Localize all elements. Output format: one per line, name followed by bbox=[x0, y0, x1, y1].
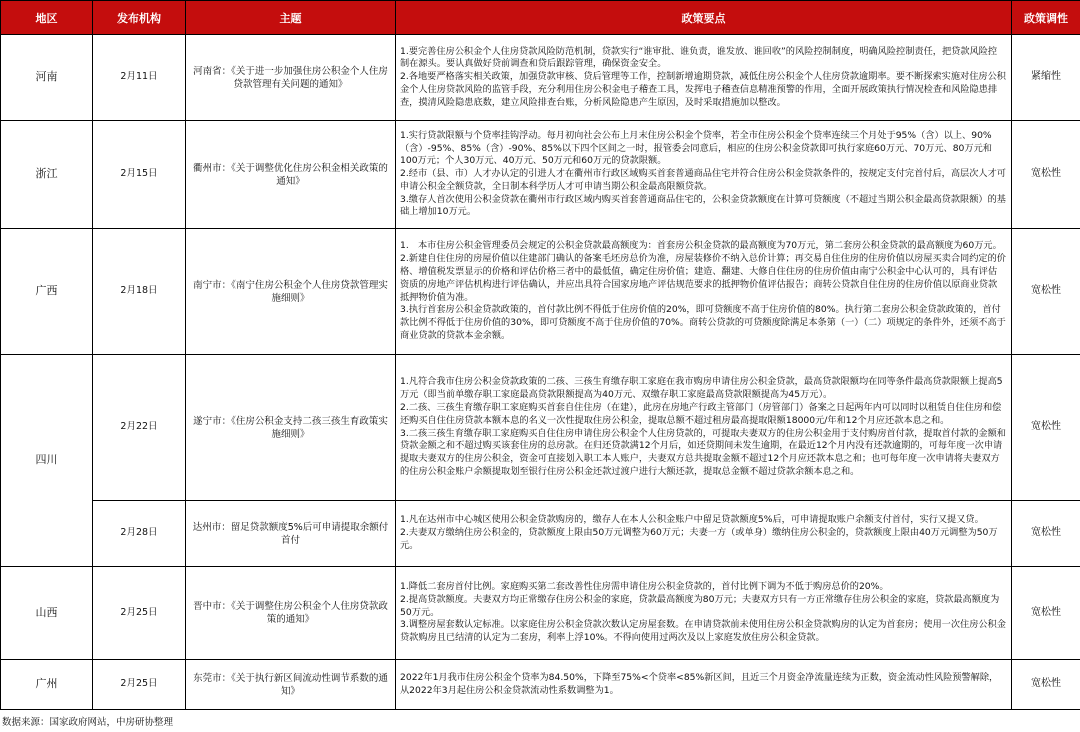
policy-point: 3.调整房屋套数认定标准。以家庭住房公积金贷款次数认定房屋套数。在申请贷款前未使用住房公积金贷款购房的认定为首套房；使用一次住房公积金贷款购房且已结清的认定为二套房，利率上浮10%。不得向使用过两次及以上家庭发放住房公积金贷款。 bbox=[400, 619, 1006, 644]
region-cell: 浙江 bbox=[1, 121, 93, 229]
table-row bbox=[1, 660, 1080, 710]
region-cell: 四川 bbox=[1, 355, 93, 567]
policy-point: 1.凡符合我市住房公积金贷款政策的二孩、三孩生育缴存职工家庭在我市购房申请住房公积金贷款，最高贷款限额均在同等条件最高贷款限额上提高5万元（即当前单缴存职工家庭最高贷款限额提高为40万元、双缴存职工家庭最高贷款限额提高为45万元）。 bbox=[400, 376, 1003, 401]
policy-point: 3.执行首套房公积金贷款政策的，首付款比例不得低于住房价值的20%，即可贷额度不高于住房价值的80%。执行第二套房公积金贷款政策的，首付款比例不得低于住房价值的30%，即可贷额度不高于住房价值的70%。商转公贷款的可贷额度除满足本条第（一）（二）项规定的条件外，还须不高于商业贷款的贷款本金余额。 bbox=[400, 304, 1006, 341]
policy-point: 2.各地要严格落实相关政策，加强贷款审核、贷后管理等工作，控制新增逾期贷款，减低住房公积金个人住房贷款逾期率。要不断探索实施对住房公积金个人住房贷款风险的监管手段，充分利用住房公积金电子稽查工具，发挥电子稽查信息精准预警的作用，全面开展政策执行情况检查和风险隐患排查，摸清风险隐患底数，建立风险排查台账，分析风险隐患产生原因，及时采取措施加以整改。 bbox=[400, 71, 1006, 108]
policy-point: 2022年1月我市住房公积金个贷率为84.50%，下降至75%<个贷率<85%新区间，且近三个月资金净流量连续为正数，资金流动性风险预警解除，从2022年3月起住房公积金贷款流动性系数调整为1。 bbox=[400, 671, 999, 696]
topic-cell: 南宁市：《南宁住房公积金个人住房贷款管理实施细则》 bbox=[186, 229, 396, 355]
policy-point: 1. 本市住房公积金管理委员会规定的公积金贷款最高额度为：首套房公积金贷款的最高额度为70万元，第二套房公积金贷款的最高额度为60万元。 bbox=[400, 240, 1002, 252]
data-source-note: 数据来源：国家政府网站，中房研协整理 bbox=[2, 717, 174, 728]
date-cell: 2月15日 bbox=[93, 121, 186, 229]
date-cell: 2月11日 bbox=[93, 35, 186, 121]
points-cell bbox=[396, 121, 1012, 229]
table-row bbox=[1, 567, 1080, 660]
policy-point: 1.实行贷款限额与个贷率挂钩浮动。每月初向社会公布上月末住房公积金个贷率，若全市住房公积金个贷率连续三个月处于95%（含）以上、90%（含）-95%、85%（含）-90%、85%以下四个区间之一时，报管委会同意后，相应的住房公积金贷款即可执行家庭60万元、70万元、80万元和100万元；个人30万元、40万元、50万元和60万元的贷款限额。 bbox=[400, 129, 992, 167]
table-row bbox=[1, 121, 1080, 229]
table-row bbox=[1, 229, 1080, 355]
policy-point: 2.提高贷款额度。夫妻双方均正常缴存住房公积金的家庭，贷款最高额度为80万元；夫妻双方只有一方正常缴存住房公积金的家庭，贷款最高额度为50万元。 bbox=[400, 593, 1000, 618]
tone-cell: 宽松性 bbox=[1012, 567, 1080, 660]
region-cell: 广西 bbox=[1, 229, 93, 355]
tone-cell: 宽松性 bbox=[1012, 355, 1080, 501]
topic-cell: 达州市：留足贷款额度5%后可申请提取余额付首付 bbox=[186, 501, 396, 567]
tone-cell: 宽松性 bbox=[1012, 121, 1080, 229]
table-row bbox=[1, 355, 1080, 501]
table-header-row bbox=[1, 1, 1080, 35]
region-cell: 河南 bbox=[1, 35, 93, 121]
region-cell: 山西 bbox=[1, 567, 93, 660]
points-cell bbox=[396, 567, 1012, 660]
header-agency: 发布机构 bbox=[93, 1, 186, 35]
header-region: 地区 bbox=[1, 1, 93, 35]
date-cell: 2月28日 bbox=[93, 501, 186, 567]
tone-cell: 宽松性 bbox=[1012, 229, 1080, 355]
policy-point: 1.凡在达州市中心城区使用公积金贷款购房的，缴存人在本人公积金账户中留足贷款额度5%后，可申请提取账户余额支付首付，实行又提又贷。 bbox=[400, 514, 984, 526]
policy-point: 2.夫妻双方缴纳住房公积金的，贷款额度上限由50万元调整为60万元；夫妻一方（或单身）缴纳住房公积金的，贷款额度上限由40万元调整为50万元。 bbox=[400, 527, 998, 551]
policy-point: 3.二孩三孩生育缴存职工家庭购买自住住房申请住房公积金个人住房贷款的，可提取夫妻双方的住房公积金用于支付购房首付款，提取首付款的金额和贷款金额之和不超过购买该套住房的总房款。在归还贷款满12个月后，如还贷期间未发生逾期，在最近12个月内没有还款逾期的，可每年度一次申请提取夫妻双方的住房公积金，资金可直接划入职工本人账户，夫妻双方总共提取金额不超过12个月应还款本息之和；也可每年度一次申请将夫妻双方的住房公积金账户余额提取划至银行住房公积金还款过渡户进行大额还款，提取总金额不超过贷款余额本息之和。 bbox=[400, 427, 1006, 477]
policy-point: 2.新建自住住房的房屋价值以住建部门确认的备案毛坯房总价为准，房屋装修价不纳入总价计算；再交易自住住房的住房价值以房屋买卖合同约定的价格、增值税发票显示的价格和评估价格三者中的最低值，确定住房价值；建造、翻建、大修自住住房的住房价值由南宁公积金中心认可的，具有评估资质的房地产评估机构进行评估确认，并应出具符合国家房地产评估规范要求的抵押物价值评估报告；商转公贷款自住住房的住房价值以原商业贷款抵押物价值为准。 bbox=[400, 253, 1006, 303]
policy-point: 2.经市（县、市）人才办认定的引进人才在衢州市行政区域购买首套普通商品住宅并符合住房公积金贷款条件的，按规定支付完首付后，高层次人才可申请公积金全额贷款，全日制本科学历人才可申请当期公积金最高限额贷款。 bbox=[400, 168, 1006, 192]
tone-cell: 宽松性 bbox=[1012, 660, 1080, 710]
policy-point: 3.缴存人首次使用公积金贷款在衢州市行政区域内购买首套普通商品住宅的，公积金贷款额度在计算可贷额度（不超过当期公积金最高贷款限额）的基础上增加10万元。 bbox=[400, 193, 1006, 218]
points-cell bbox=[396, 355, 1012, 501]
date-cell: 2月25日 bbox=[93, 660, 186, 710]
region-cell: 广州 bbox=[1, 660, 93, 710]
topic-cell: 晋中市：《关于调整住房公积金个人住房贷款政策的通知》 bbox=[186, 567, 396, 660]
points-cell bbox=[396, 660, 1012, 710]
topic-cell: 遂宁市：《住房公积金支持二孩三孩生育政策实施细则》 bbox=[186, 355, 396, 501]
table-row bbox=[1, 501, 1080, 567]
date-cell: 2月22日 bbox=[93, 355, 186, 501]
header-topic: 主题 bbox=[186, 1, 396, 35]
policy-point: 2.二孩、三孩生育缴存职工家庭购买首套自住住房（在建），此房在房地产行政主管部门（房管部门）备案之日起两年内可以同时以租赁自住住房和偿还购买自住住房贷款本额本息的名义一次性提取住房公积金，提取总额不超过租房最高提取限额18000元/年和12个月应还款本息之和。 bbox=[400, 401, 1002, 426]
topic-cell: 衢州市：《关于调整优化住房公积金相关政策的通知》 bbox=[186, 121, 396, 229]
points-cell bbox=[396, 35, 1012, 121]
header-tone: 政策调性 bbox=[1012, 1, 1080, 35]
topic-cell: 东莞市：《关于执行新区间流动性调节系数的通知》 bbox=[186, 660, 396, 710]
table-row bbox=[1, 35, 1080, 121]
tone-cell: 紧缩性 bbox=[1012, 35, 1080, 121]
points-cell bbox=[396, 229, 1012, 355]
date-cell: 2月25日 bbox=[93, 567, 186, 660]
tone-cell: 宽松性 bbox=[1012, 501, 1080, 567]
header-points: 政策要点 bbox=[396, 1, 1012, 35]
date-cell: 2月18日 bbox=[93, 229, 186, 355]
points-cell bbox=[396, 501, 1012, 567]
topic-cell: 河南省：《关于进一步加强住房公积金个人住房贷款管理有关问题的通知》 bbox=[186, 35, 396, 121]
policy-point: 1.降低二套房首付比例。家庭购买第二套改善性住房需申请住房公积金贷款的，首付比例下调为不低于购房总价的20%。 bbox=[400, 581, 889, 592]
policy-point: 1.要完善住房公积金个人住房贷款风险防范机制，贷款实行“谁审批、谁负责，谁发放、谁回收”的风险控制制度，明确风险控制责任，把贷款风险控制在源头。要认真做好贷前调查和贷后跟踪管理，确保资金安全。 bbox=[400, 45, 998, 70]
